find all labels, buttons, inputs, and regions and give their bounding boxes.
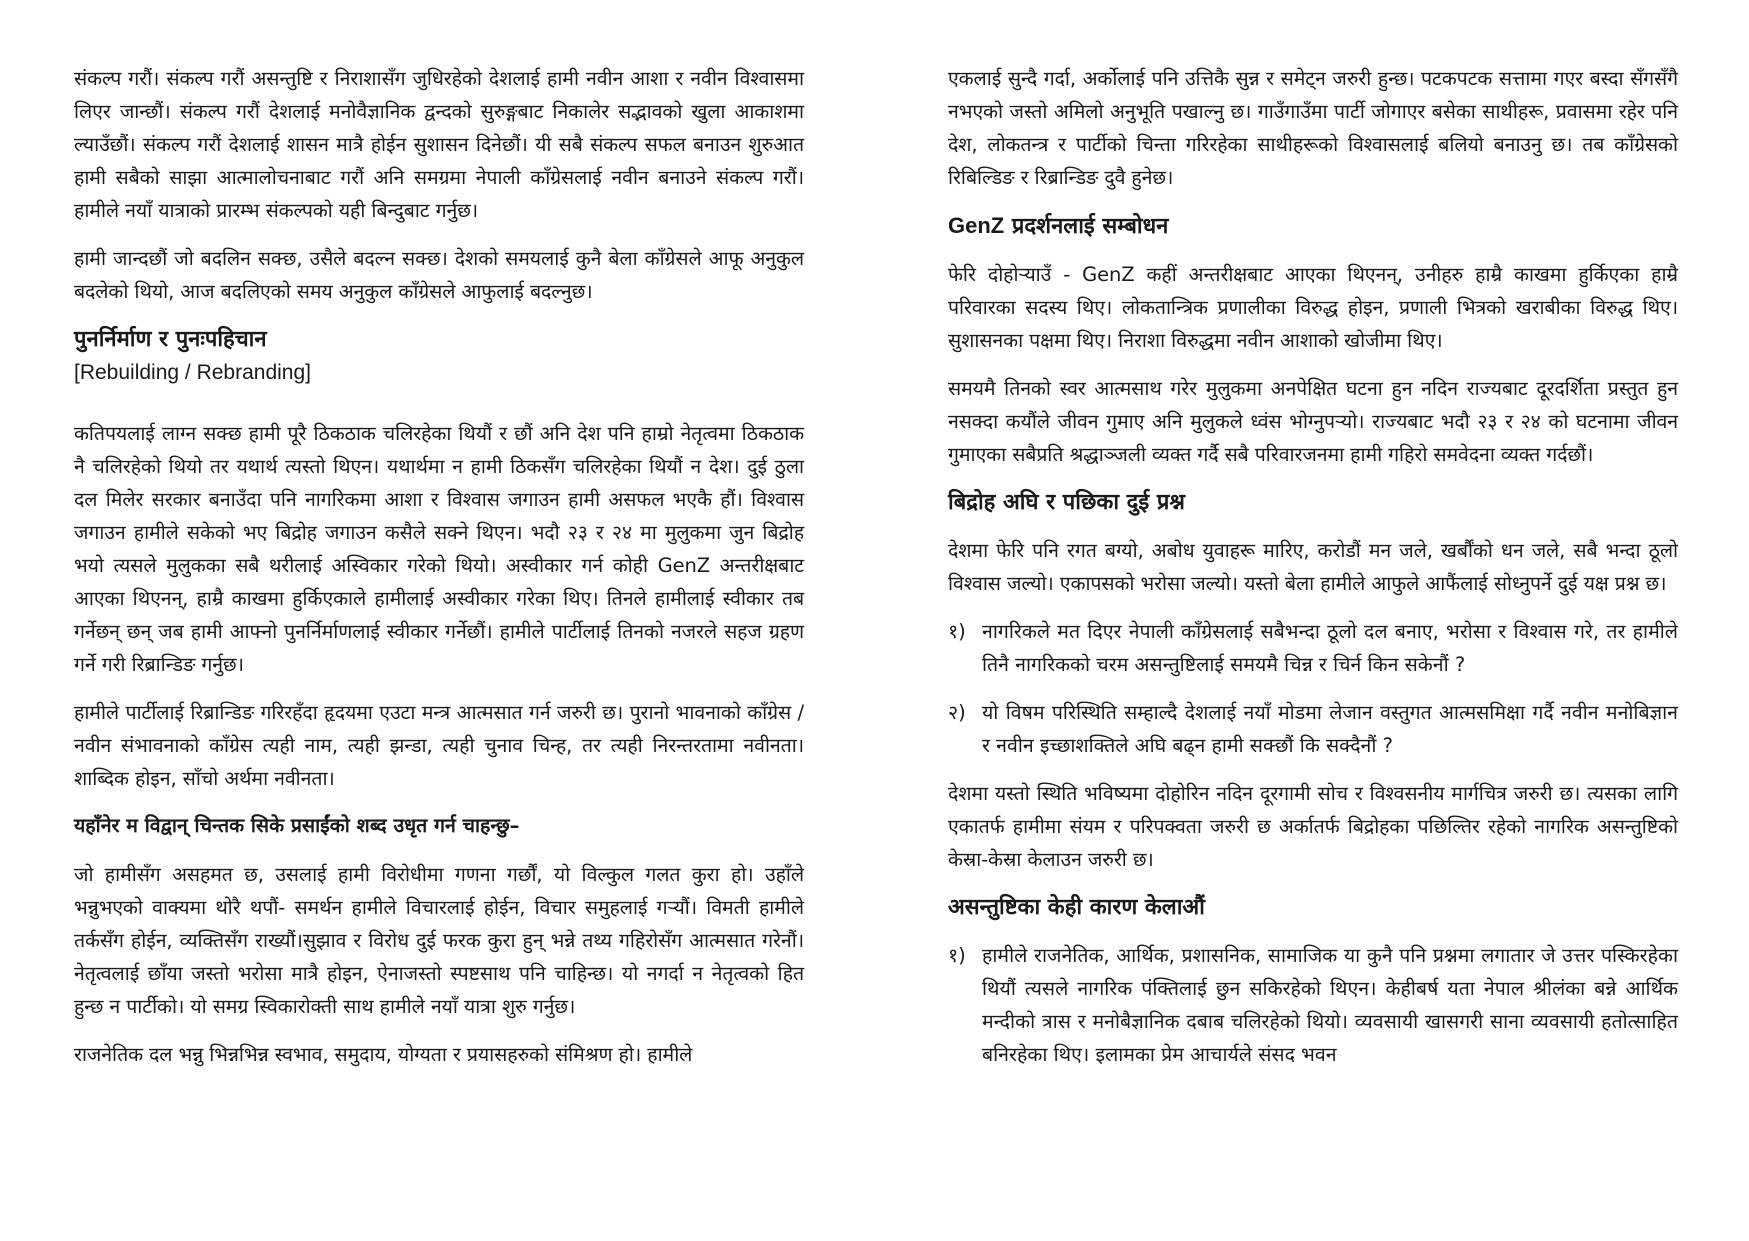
list-text: यो विषम परिस्थिति सम्हाल्दै देशलाई नयाँ मोडमा लेजान वस्तुगत आत्मसमिक्षा गर्दै नवीन मनोबिज्ञान र नवीन इच्छाशक्तिले अघि बढ्न हामी सक्छौं कि सक्दैनौं ? (982, 701, 1678, 757)
paragraph: राजनेतिक दल भन्नु भिन्नभिन्न स्वभाव, समुदाय, योग्यता र प्रयासहरुको संमिश्रण हो। हामीले (74, 1043, 693, 1066)
paragraph: एकलाई सुन्दै गर्दा, अर्कोलाई पनि उत्तिकै सुन्न र समेट्न जरुरी हुन्छ। पटकपटक सत्तामा गएर बस्दा सँगसँगै नभएको जस्तो अमिलो अनुभूति पखाल्नु छ। गाउँगाउँमा पार्टी जोगाएर बसेका साथीहरू, प्रवासमा रहेर पनि देश, लोकतन्त्र र पार्टीको चिन्ता गरिरहेका साथीहरूको विश्वासलाई बलियो बनाउनु छ। तब काँग्रेसको रिबिल्डिङ र रिब्रान्डिङ दुवै हुनेछ। (948, 67, 1678, 189)
heading-text-part: प्रदर्शनलाई सम्बोधन (1011, 214, 1169, 239)
paragraph: जो हामीसँग असहमत छ, उसलाई हामी विरोधीमा गणना गर्छौं, यो विल्कुल गलत कुरा हो। उहाँले भन्नुभएको वाक्यमा थोरै थपौं- समर्थन हामीले विचारलाई होईन, विचार समुहलाई गर्‍यौं। विमती हामीले तर्कसँग होईन, व्यक्तिसँग राख्यौं।सुझाव र विरोध दुई फरक कुरा हुन् भन्ने तथ्य गहिरोसँग आत्मसात गरेनौं। नेतृत्वलाई छाँया जस्तो भरोसा मात्रै होइन, ऐनाजस्तो स्पष्टसाथ पनि चाहिन्छ। यो नगर्दा न नेतृत्वको हित हुन्छ न पार्टीको। यो समग्र स्विकारोक्ती साथ हामीले नयाँ यात्रा शुरु गर्नुछ। (74, 863, 804, 1018)
section-heading: असन्तुष्टिका केही कारण केलाऔं (948, 895, 1205, 920)
paragraph: कतिपयलाई लाग्न सक्छ हामी पूरै ठिकठाक चलिरहेका थियौं र छौं अनि देश पनि हाम्रो नेतृत्वमा ठिकठाक नै चलिरहेको थियो तर यथार्थ त्यस्तो थिएन। यथार्थमा न हामी ठिकसँग चलिरहेका थियौं न देश। दुई ठुला दल मिलेर सरकार बनाउँदा पनि नागरिकमा आशा र विश्वास जगाउन हामी असफल भएकै हौं। विश्वास जगाउन हामीले सकेको भए बिद्रोह जगाउन कसैले सक्ने थिएन। भदौ २३ र २४ मा मुलुकमा जुन बिद्रोह भयो त्यसले मुलुकका सबै थरीलाई अस्विकार गरेको थियो। अस्वीकार गर्न कोही GenZ अन्तरीक्षबाट आएका थिएनन्, हाम्रै काखमा हुर्किएकाले हामीलाई अस्वीकार गरेका थिए। तिनले हामीलाई स्वीकार तब गर्नेछन् छन् जब हामी आफ्नो पुनर्निर्माणलाई स्वीकार गर्नेछौं। हामीले पार्टीलाई तिनको नजरले सहज ग्रहण गर्ने गरी रिब्रान्डिङ गर्नुछ। (74, 422, 804, 676)
paragraph: समयमै तिनको स्वर आत्मसाथ गरेर मुलुकमा अनपेक्षित घटना हुन नदिन राज्यबाट दूरदर्शिता प्रस्तुत हुन नसक्दा कयौंले जीवन गुमाए अनि मुलुकले ध्वंस भोग्नुपर्‍यो। राज्यबाट भदौ २३ र २४ को घटनामा जीवन गुमाएका सबैप्रति श्रद्धाञ्जली व्यक्त गर्दै सबै परिवारजनमा हामी गहिरो समवेदना व्यक्त गर्दछौं। (948, 377, 1678, 466)
list-text: नागरिकले मत दिएर नेपाली काँग्रेसलाई सबैभन्दा ठूलो दल बनाए, भरोसा र विश्वास गरे, तर हामीले तिनै नागरिकको चरम असन्तुष्टिलाई समयमै चिन्न र चिर्न किन सकेनौं ? (982, 620, 1678, 676)
right-page (948, 62, 1678, 1086)
left-page (74, 62, 804, 1086)
list-item (948, 615, 1678, 681)
paragraph: देशमा फेरि पनि रगत बग्यो, अबोध युवाहरू मारिए, करोडौं मन जले, खर्बौंको धन जले, सबै भन्दा ठूलो विश्वास जल्यो। एकापसको भरोसा जल्यो। यस्तो बेला हामीले आफुले आफैंलाई सोध्नुपर्ने दुई यक्ष प्रश्न छ। (948, 539, 1678, 595)
list-number: २) (948, 701, 966, 724)
paragraph: फेरि दोहोर्‍याउँ - GenZ कहीं अन्तरीक्षबाट आएका थिएनन्, उनीहरु हाम्रै काखमा हुर्किएका हाम्रै परिवारका सदस्य थिए। लोकतान्त्रिक प्रणालीका विरुद्ध होइन, प्रणाली भित्रको खराबीका विरुद्ध थिए। सुशासनका पक्षमा थिए। निराशा विरुद्धमा नवीन आशाको खोजीमा थिए। (948, 263, 1678, 352)
section-heading: पुनर्निर्माण र पुनःपहिचान (74, 327, 267, 352)
list-item (948, 939, 1678, 1071)
heading-latin-part: GenZ (948, 213, 1005, 238)
section-heading: बिद्रोह अघि र पछिका दुई प्रश्न (948, 490, 1185, 515)
list-item (948, 696, 1678, 762)
paragraph: हामीले पार्टीलाई रिब्रान्डिङ गरिरहँदा हृदयमा एउटा मन्त्र आत्मसात गर्न जरुरी छ। पुरानो भावनाको काँग्रेस / नवीन संभावनाको काँग्रेस त्यही नाम, त्यही झन्डा, त्यही चुनाव चिन्ह, तर त्यही निरन्तरतामा नवीनता। शाब्दिक होइन, साँचो अर्थमा नवीनता। (74, 701, 804, 790)
section-heading (948, 209, 1678, 244)
section-subheading: [Rebuilding / Rebranding] (74, 361, 311, 384)
list-number: १) (948, 620, 966, 643)
paragraph: देशमा यस्तो स्थिति भविष्यमा दोहोरिन नदिन दूरगामी सोच र विश्वसनीय मार्गचित्र जरुरी छ। त्यसका लागि एकातर्फ हामीमा संयम र परिपक्वता जरुरी छ अर्कातर्फ बिद्रोहका पछिल्तिर रहेको नागरिक असन्तुष्टिको केस्रा-केस्रा केलाउन जरुरी छ। (948, 782, 1678, 871)
paragraph: हामी जान्दछौं जो बदलिन सक्छ, उसैले बदल्न सक्छ। देशको समयलाई कुनै बेला काँग्रेसले आफू अनुकुल बदलेको थियो, आज बदलिएको समय अनुकुल काँग्रेसले आफुलाई बदल्नुछ। (74, 247, 804, 303)
paragraph: संकल्प गरौं। संकल्प गरौं असन्तुष्टि र निराशासँग जुधिरहेको देशलाई हामी नवीन आशा र नवीन विश्वासमा लिएर जान्छौं। संकल्प गरौं देशलाई मनोवैज्ञानिक द्वन्दको सुरुङ्गबाट निकालेर सद्भावको खुला आकाशमा ल्याउँछौं। संकल्प गरौं देशलाई शासन मात्रै होईन सुशासन दिनेछौं। यी सबै संकल्प सफल बनाउन शुरुआत हामी सबैको साझा आत्मालोचनाबाट गरौं अनि समग्रमा नेपाली काँग्रेसलाई नवीन बनाउने संकल्प गरौं। हामीले नयाँ यात्राको प्रारम्भ संकल्पको यही बिन्दुबाट गर्नुछ। (74, 67, 804, 222)
quote-intro-heading: यहाँनेर म विद्वान् चिन्तक सिके प्रसाईंको शब्द उधृत गर्न चाहन्छु– (74, 814, 520, 837)
list-number: १) (948, 944, 966, 967)
list-text: हामीले राजनेतिक, आर्थिक, प्रशासनिक, सामाजिक या कुनै पनि प्रश्नमा लगातार जे उत्तर पस्किरहेका थियौं त्यसले नागरिक पंक्तिलाई छुन सकिरहेको थिएन। केहीबर्ष यता नेपाल श्रीलंका बन्ने आर्थिक मन्दीको त्रास र मनोबैज्ञानिक दबाब चलिरहेको थियो। व्यवसायी खासगरी साना व्यवसायी हतोत्साहित बनिरहेका थिए। इलामका प्रेम आचार्यले संसद भवन (982, 944, 1678, 1066)
